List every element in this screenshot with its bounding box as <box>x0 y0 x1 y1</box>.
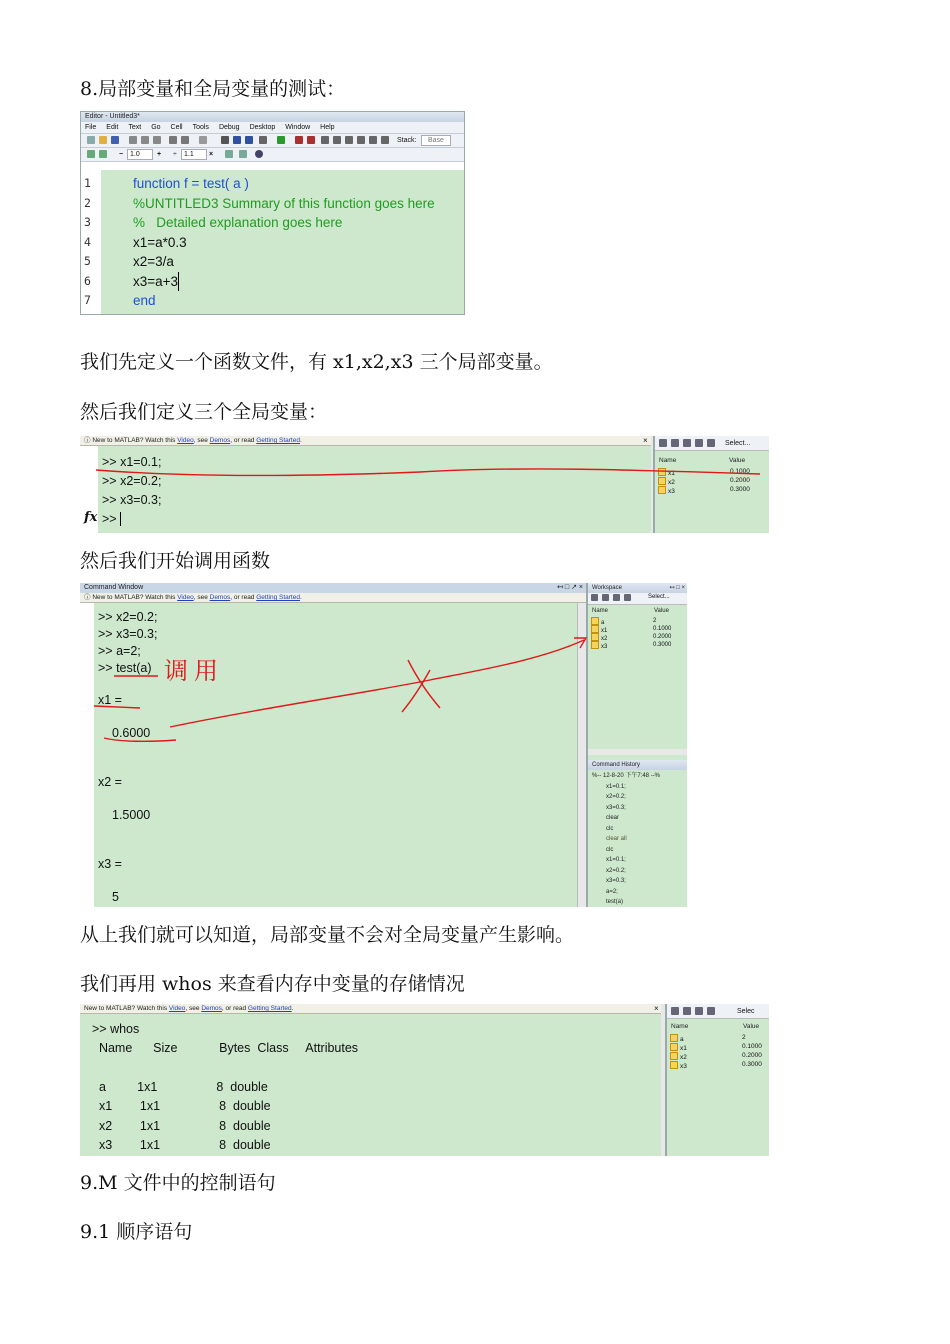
cmd3-line-a: >> a=2; <box>98 644 141 658</box>
percent-alt-icon[interactable] <box>239 150 247 158</box>
ws-name-header[interactable]: Name <box>592 608 609 614</box>
save-icon[interactable] <box>111 136 119 144</box>
ws-value-header[interactable]: Value <box>654 608 669 614</box>
menu-help[interactable]: Help <box>320 124 335 131</box>
variable-name: x2 <box>680 1054 687 1061</box>
output-x2-label: x2 = <box>98 775 122 789</box>
code-line: x2=3/a <box>133 254 174 269</box>
function-icon[interactable] <box>259 136 267 144</box>
menu-desktop[interactable]: Desktop <box>249 124 276 131</box>
new-variable-icon[interactable] <box>591 594 598 601</box>
line-number: 4 <box>84 234 91 249</box>
variable-name: x3 <box>680 1063 687 1070</box>
editor-title: Editor - Untitled3* <box>85 113 140 120</box>
save-workspace-icon[interactable] <box>695 439 703 447</box>
select-dropdown[interactable]: Selec <box>737 1008 755 1015</box>
workspace-hscroll[interactable] <box>588 749 687 755</box>
variable-name: a <box>601 620 605 626</box>
history-title: Command History <box>592 762 641 768</box>
save-workspace-icon[interactable] <box>707 1007 715 1015</box>
demos-link[interactable]: Demos <box>209 437 231 444</box>
section-heading-9-1: 9.1 顺序语句 <box>80 1221 193 1243</box>
menu-edit[interactable]: Edit <box>106 124 119 131</box>
line-number: 2 <box>84 195 91 210</box>
command-window-titlebar <box>80 583 587 593</box>
variable-name: x1 <box>601 628 608 634</box>
whos-row: x1 1x1 8 double <box>92 1099 271 1114</box>
history-item[interactable]: a=2; <box>606 888 618 895</box>
forward-icon[interactable] <box>245 136 253 144</box>
matrix-variable-icon <box>591 641 599 649</box>
menu-tools[interactable]: Tools <box>192 124 209 131</box>
cell-toolbar <box>81 148 464 162</box>
history-item[interactable]: clear <box>606 815 620 821</box>
workspace-titlebar <box>588 583 687 593</box>
undo-icon[interactable] <box>169 136 177 144</box>
variable-value: 0.3000 <box>730 486 750 493</box>
new-file-icon[interactable] <box>87 136 95 144</box>
stack-select[interactable]: Base <box>421 135 451 146</box>
paragraph-call-function: 然后我们开始调用函数 <box>80 550 271 572</box>
ws-window-controls-icon[interactable]: ↤ □ × <box>669 585 685 591</box>
matrix-variable-icon <box>658 477 666 485</box>
variable-name: x1 <box>668 470 675 477</box>
workspace-title: Workspace <box>592 585 622 591</box>
history-item[interactable]: clc <box>606 846 614 853</box>
select-dropdown[interactable]: Select... <box>648 594 670 600</box>
history-item[interactable]: clc <box>606 825 614 832</box>
stack-label: Stack: <box>397 137 417 144</box>
variable-value: 0.1000 <box>730 468 750 475</box>
decrement-button[interactable]: − <box>119 151 124 158</box>
history-item[interactable]: x3=0.3; <box>606 804 626 811</box>
run-icon[interactable] <box>277 136 285 144</box>
output-x2-value: 1.5000 <box>112 808 151 822</box>
open-variable-icon[interactable] <box>683 1007 691 1015</box>
line-number: 7 <box>84 293 91 307</box>
output-x1-label: x1 = <box>98 693 122 707</box>
command-line-2: >> x2=0.2; <box>102 474 162 488</box>
new-variable-icon[interactable] <box>671 1007 679 1015</box>
info-icon: ⓘ <box>84 437 91 444</box>
clear-breakpoints-icon[interactable] <box>307 136 315 144</box>
ws-name-header[interactable]: Name <box>671 1023 689 1030</box>
workspace-row[interactable] <box>591 641 687 651</box>
fx-icon[interactable]: fx <box>84 510 98 525</box>
history-titlebar <box>588 760 687 770</box>
cell-icon[interactable] <box>87 150 95 158</box>
cmd3-line-x3: >> x3=0.3; <box>98 627 158 641</box>
increment-button[interactable]: + <box>157 151 162 158</box>
continue-icon[interactable] <box>357 136 365 144</box>
copy-icon[interactable] <box>141 136 149 144</box>
variable-value: 0.3000 <box>742 1061 762 1068</box>
print-workspace-icon[interactable] <box>707 439 715 447</box>
history-item[interactable]: x2=0.2; <box>606 867 626 874</box>
variable-name: x3 <box>601 644 608 650</box>
editor-code-area[interactable] <box>81 170 464 314</box>
workspace-panel <box>653 436 769 533</box>
zoom-a-input[interactable]: 1.0 <box>127 149 153 160</box>
menu-cell[interactable]: Cell <box>170 124 183 131</box>
workspace-row[interactable] <box>670 1061 769 1071</box>
history-item[interactable]: test(a) <box>606 899 624 905</box>
history-item[interactable]: x1=0.1; <box>606 783 626 790</box>
demos-link[interactable]: Demos <box>209 594 231 601</box>
paragraph-define-globals: 然后我们定义三个全局变量： <box>80 401 328 423</box>
output-x1-value: 0.6000 <box>112 726 151 740</box>
print-icon[interactable] <box>199 136 207 144</box>
step-in-icon[interactable] <box>333 136 341 144</box>
close-notice-icon[interactable]: × <box>654 1004 659 1013</box>
workspace-panel-whos <box>665 1004 769 1156</box>
matrix-variable-icon <box>591 633 599 641</box>
variable-name: x1 <box>680 1045 687 1052</box>
editor-screenshot <box>80 111 465 315</box>
ws-name-header[interactable]: Name <box>659 457 677 464</box>
multiply-button[interactable]: × <box>209 151 214 158</box>
step-icon[interactable] <box>321 136 329 144</box>
matrix-variable-icon <box>658 486 666 494</box>
code-line: function f = test( a ) <box>133 176 249 191</box>
command-prompt[interactable]: >> <box>102 512 121 526</box>
whos-header: Name Size Bytes Class Attributes <box>92 1041 359 1055</box>
section-heading-8: 8.局部变量和全局变量的测试： <box>80 78 346 100</box>
code-line: %UNTITLED3 Summary of this function goes here <box>133 195 435 211</box>
matrix-variable-icon <box>670 1034 678 1042</box>
line-number: 1 <box>84 176 91 190</box>
paragraph-conclusion: 从上我们就可以知道，局部变量不会对全局变量产生影响。 <box>80 924 575 946</box>
cell-eval-icon[interactable] <box>99 150 107 158</box>
whos-row: a 1x1 8 double <box>92 1080 268 1094</box>
new-variable-icon[interactable] <box>659 439 667 447</box>
editor-menubar <box>81 122 464 134</box>
breakpoint-icon[interactable] <box>295 136 303 144</box>
command-window-globals <box>80 436 769 533</box>
menu-debug[interactable]: Debug <box>218 124 240 131</box>
open-variable-icon[interactable] <box>602 594 609 601</box>
line-number: 3 <box>84 215 91 229</box>
command-line-1: >> x1=0.1; <box>102 455 162 469</box>
output-x3-label: x3 = <box>98 857 122 871</box>
find-icon[interactable] <box>221 136 229 144</box>
matrix-variable-icon <box>670 1052 678 1060</box>
history-item[interactable]: x2=0.2; <box>606 794 626 800</box>
open-variable-icon[interactable] <box>671 439 679 447</box>
handwritten-annotation: 调用 <box>164 657 224 685</box>
workspace-toolbar-3 <box>667 1004 769 1019</box>
command-window-whos <box>80 1004 769 1156</box>
select-dropdown[interactable]: Select... <box>725 440 751 447</box>
getting-started-link[interactable]: Getting Started <box>256 437 300 444</box>
variable-value: 0.1000 <box>653 626 672 632</box>
history-item[interactable]: x1=0.1; <box>606 857 626 863</box>
save-workspace-icon[interactable] <box>624 594 631 601</box>
divide-button[interactable]: ÷ <box>173 151 177 158</box>
matlab-notice-bar: ⓘ New to MATLAB? Watch this Video, see Demos, or read Getting Started. <box>80 436 651 446</box>
line-number: 5 <box>84 254 91 268</box>
matrix-variable-icon <box>591 625 599 633</box>
code-line: end <box>133 293 156 308</box>
matlab-notice-bar-3: New to MATLAB? Watch this Video, see Demos, or read Getting Started. <box>80 1004 663 1014</box>
exit-debug-icon[interactable] <box>369 136 377 144</box>
menu-window[interactable]: Window <box>285 124 311 131</box>
line-number: 6 <box>84 273 91 288</box>
whos-row: x2 1x1 8 double <box>92 1118 271 1133</box>
code-line: x1=a*0.3 <box>133 234 187 250</box>
workspace-toolbar-2 <box>588 593 687 605</box>
menu-go[interactable]: Go <box>151 124 161 131</box>
import-data-icon[interactable] <box>695 1007 703 1015</box>
variable-name: x2 <box>601 636 608 642</box>
menu-text[interactable]: Text <box>128 124 142 131</box>
matlab-notice-bar-2: ⓘ New to MATLAB? Watch this Video, see Demos, or read Getting Started. <box>80 593 587 603</box>
right-panels <box>586 583 687 907</box>
import-data-icon[interactable] <box>683 439 691 447</box>
output-x3-value: 5 <box>112 890 119 904</box>
editor-titlebar <box>81 112 464 122</box>
command-window-call <box>80 583 687 907</box>
command-window-title: Command Window <box>84 584 144 591</box>
variable-name: a <box>680 1036 684 1043</box>
cmd3-line-x2: >> x2=0.2; <box>98 610 158 624</box>
history-item[interactable]: clear all <box>606 836 627 842</box>
variable-value: 0.1000 <box>742 1043 762 1050</box>
whos-command: >> whos <box>92 1022 140 1036</box>
percent-icon[interactable] <box>225 150 233 158</box>
history-item[interactable]: x3=0.3; <box>606 878 626 884</box>
redo-icon[interactable] <box>181 136 189 144</box>
video-link[interactable]: Video <box>168 1005 186 1012</box>
open-file-icon[interactable] <box>99 136 107 144</box>
variable-value: 0.2000 <box>742 1052 762 1059</box>
variable-value: 0.3000 <box>653 642 672 648</box>
workspace-row[interactable] <box>658 486 768 496</box>
menu-file[interactable]: File <box>85 124 97 131</box>
variable-value: 0.2000 <box>730 477 750 484</box>
import-data-icon[interactable] <box>613 594 620 601</box>
matrix-variable-icon <box>591 617 599 625</box>
history-list <box>592 771 687 907</box>
variable-name: x2 <box>668 479 675 486</box>
demos-link[interactable]: Demos <box>201 1005 222 1012</box>
variable-value: 0.2000 <box>653 634 672 640</box>
ws-value-header[interactable]: Value <box>729 457 746 464</box>
matrix-variable-icon <box>658 468 666 476</box>
code-line: % Detailed explanation goes here <box>133 215 343 230</box>
cmd3-line-test: >> test(a) <box>98 661 152 675</box>
paragraph-function-file: 我们先定义一个函数文件，有 x1,x2,x3 三个局部变量。 <box>80 351 553 373</box>
matrix-variable-icon <box>670 1043 678 1051</box>
variable-name: x3 <box>668 488 675 495</box>
ws-value-header[interactable]: Value <box>743 1023 760 1030</box>
back-icon[interactable] <box>233 136 241 144</box>
cut-icon[interactable] <box>129 136 137 144</box>
whos-row: x3 1x1 8 double <box>92 1137 271 1152</box>
history-session-header[interactable]: %-- 12-8-20 下午7:48 --% <box>592 773 661 779</box>
dock-icon[interactable] <box>381 136 389 144</box>
help-icon[interactable] <box>255 150 263 158</box>
close-notice-icon[interactable]: × <box>643 436 648 445</box>
getting-started-link[interactable]: Getting Started <box>256 594 300 601</box>
editor-toolbar <box>81 134 464 148</box>
paragraph-whos: 我们再用 whos 来查看内存中变量的存储情况 <box>80 973 465 995</box>
paste-icon[interactable] <box>153 136 161 144</box>
video-link[interactable]: Video <box>177 594 194 601</box>
variable-value: 2 <box>653 618 657 624</box>
command-line-3: >> x3=0.3; <box>102 493 162 507</box>
variable-value: 2 <box>742 1034 746 1041</box>
workspace-toolbar <box>655 436 769 451</box>
info-icon: ⓘ <box>84 594 91 601</box>
step-out-icon[interactable] <box>345 136 353 144</box>
code-line: x3=a+3 <box>133 272 179 292</box>
matrix-variable-icon <box>670 1061 678 1069</box>
zoom-b-input[interactable]: 1.1 <box>181 149 207 160</box>
command-gutter-2 <box>80 603 94 907</box>
getting-started-link[interactable]: Getting Started <box>247 1005 292 1012</box>
video-link[interactable]: Video <box>177 437 194 444</box>
section-heading-9: 9.M 文件中的控制语句 <box>80 1172 276 1194</box>
window-controls-icon[interactable]: ↤ □ ↗ × <box>557 584 583 591</box>
